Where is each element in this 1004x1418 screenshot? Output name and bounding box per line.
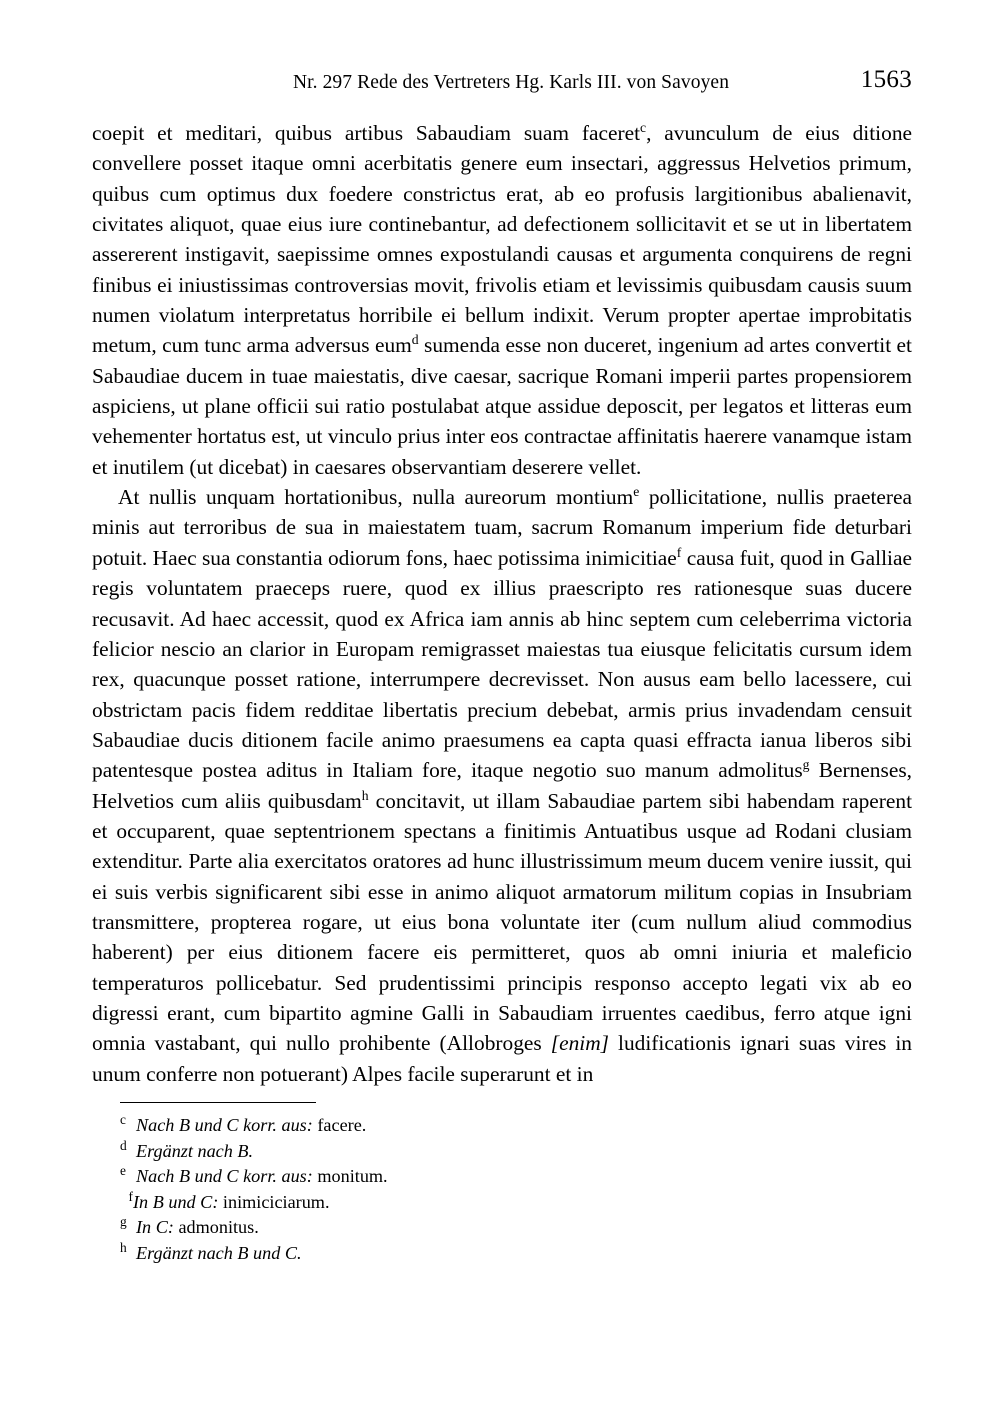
footnote-editorial-text: Ergänzt nach B. bbox=[136, 1140, 254, 1161]
footnote-reference-mark[interactable]: c bbox=[640, 119, 647, 135]
footnote-item: e Nach B und C korr. aus: monitum. bbox=[120, 1163, 388, 1187]
footnote-separator-rule bbox=[120, 1102, 316, 1103]
footnote-editorial-text: Nach B und C korr. aus: bbox=[136, 1166, 313, 1187]
footnote-variant-text: facere. bbox=[312, 1115, 367, 1135]
running-head bbox=[92, 66, 912, 100]
text-run: coepit et meditari, quibus artibus Sabaudiam suam faceret bbox=[92, 121, 641, 145]
footnote-item: g In C: admonitus. bbox=[120, 1214, 259, 1238]
footnote-item: fIn B und C: inimiciciarum. bbox=[128, 1188, 330, 1212]
text-run: At nullis unquam hortationibus, nulla aureorum montium bbox=[118, 485, 634, 510]
footnote-reference-mark[interactable]: f bbox=[676, 544, 682, 560]
footnote-item: c Nach B und C korr. aus: facere. bbox=[120, 1111, 367, 1135]
text-run: ludificationis ignari suas vires in unum conferre non potuerant) Alpes facile superarunt et in bbox=[92, 1031, 912, 1086]
footnote-reference-mark[interactable]: d bbox=[411, 332, 419, 348]
page-number: 1563 bbox=[860, 66, 912, 93]
footnote-editorial-text: In B und C: bbox=[133, 1191, 219, 1212]
editorial-insertion: [enim] bbox=[550, 1031, 609, 1056]
text-run: Bernenses, Helvetios cum aliis quibusdam bbox=[92, 758, 912, 813]
footnote-reference-mark[interactable]: g bbox=[802, 757, 810, 773]
footnote-item: h Ergänzt nach B und C. bbox=[120, 1239, 302, 1263]
text-run: concitavit, ut illam Sabaudiae partem sibi habendam raperent et occuparent, quae septentrionem spectans a finitimis Antuatibus usque ad Rodani clusiam extenditur. Parte alia exercitatos oratores ad hunc illustrissimum meum ducem venire iussit, qui ei suis verbis significarent sibi esse in animo aliquot armatorum militum copias in Insubriam transmittere, propterea rogare, ut eius bona voluntate iter (cum nullum aliud commodius haberent) per eius ditionem facere eis permitteret, quos ab omni iniuria et maleficio temperaturos pollicebatur. Sed prudentissimi principis responso accepto legati vix ab eo digressi erant, cum bipartito agmine Galli in Sabaudiam irruentes caedibus, ferro atque igni omnia vastabant, qui nullo prohibente (Allobroges bbox=[92, 788, 913, 1056]
text-run: sumenda esse non duceret, ingenium ad artes convertit et Sabaudiae ducem in tuae maiestatis, dive caesar, sacrique Romani imperii partes propensiorem aspiciens, ut plane officii sui ratio postulabat atque assidue deposcit, per legatos et litteras eum vehementer hortatus est, ut vinculo prius inter eos contractae affinitatis haerere vanamque istam et inutilem (ut dicebat) in caesares observantiam deserere vellet. bbox=[92, 333, 912, 479]
footnote-item: d Ergänzt nach B. bbox=[120, 1137, 254, 1161]
text-run: causa fuit, quod in Galliae regis voluntatem praeceps ruere, quod ex illius praescripto res rationesque suas ducere recusavit. Ad haec accessit, quod ex Africa iam annis ab hinc septem cum celeberrima victoria felicior nescio an clarior in Europam remigrasset maiestas tua eiusque felicitatis cursum idem rex, quacunque posset ratione, interrumpere decrevisset. Non ausus eam bello lacessere, cui obstrictam pacis fidem redditae libertatis precium debebat, armis prius invadendam censuit Sabaudiae ducis ditionem facile animo praesumens ea capta quasi effracta ianua liberos sibi patentesque postea aditus in Italiam fore, itaque negotio suo manum admolitus bbox=[92, 545, 912, 783]
footnote-variant-text: admonitus. bbox=[173, 1217, 259, 1238]
footnote-variant-text: inimiciciarum. bbox=[218, 1191, 330, 1212]
text-run: pollicitatione, nullis praeterea minis aut terroribus de sua in maiestatem tuam, sacrum Romanum imperium fide deturbari potuit. Haec sua constantia odiorum fons, haec potissima inimicitiae bbox=[92, 485, 913, 570]
footnote-variant-text: monitum. bbox=[312, 1166, 388, 1187]
running-head-title: Nr. 297 Rede des Vertreters Hg. Karls III. von Savoyen bbox=[292, 72, 730, 93]
text-run: , avunculum de eius ditione convellere posset itaque omni acerbitatis genere eum insectari, aggressus Helvetios primum, quibus cum optimus dux foedere constrictus erat, ab eo profusis largitionibus abalienavit, civitates aliquot, quae eius iure continebantur, ad defectionem sollicitavit et se ut in libertatem assererent instigavit, saepissime omnes expostulandi causas et argumenta conquirens de regni finibus ei iniustissimas controversias movit, frivolis etiam et levissimis quibusdam causis suum numen violatum interpretatus horribile ei bellum indixit. Verum propter apertae improbitatis metum, cum tunc arma adversus eum bbox=[92, 121, 913, 358]
footnote-reference-mark[interactable]: e bbox=[633, 484, 640, 499]
footnote-editorial-text: Nach B und C korr. aus: bbox=[136, 1115, 313, 1135]
footnote-editorial-text: Ergänzt nach B und C. bbox=[136, 1242, 302, 1263]
paragraph bbox=[92, 482, 912, 1089]
paragraph bbox=[92, 118, 912, 482]
footnote-block bbox=[92, 1102, 912, 1267]
body-text bbox=[92, 118, 912, 1089]
footnote-editorial-text: In C: bbox=[136, 1217, 174, 1238]
footnote-reference-mark[interactable]: h bbox=[361, 787, 369, 803]
